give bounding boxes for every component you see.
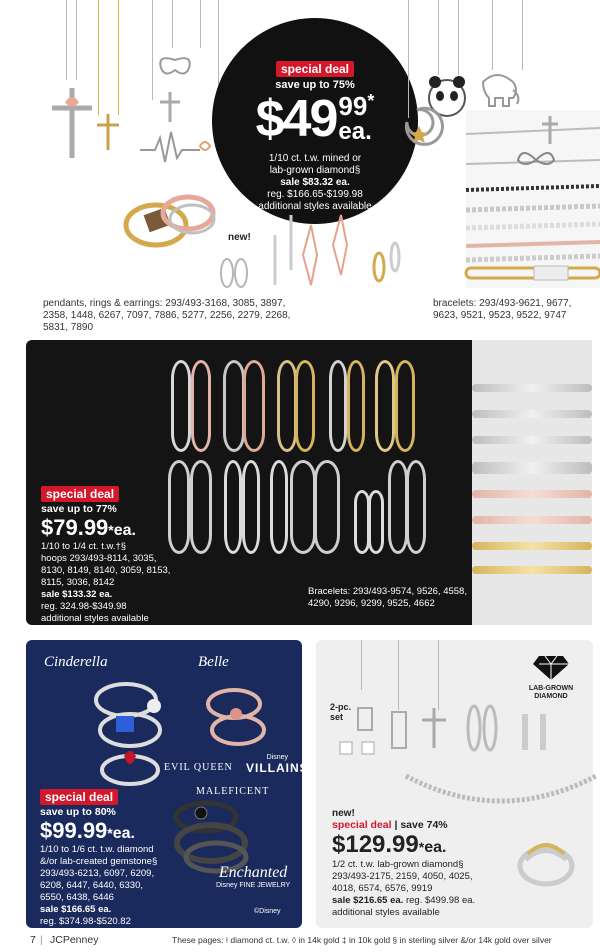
price-unit: ea. — [113, 522, 136, 539]
disney-section — [26, 640, 309, 928]
footer-divider: | — [40, 934, 43, 946]
hoops-numbers: hoops 293/493-8114, 3035, 8130, 8149, 8140, 3059, 8153, 8115, 3036, 8142 — [41, 553, 171, 588]
special-deal-tag: special deal — [40, 789, 118, 805]
price-main: $99.99 — [40, 818, 108, 843]
villains-logo — [246, 754, 309, 775]
diamond-icon — [533, 654, 569, 680]
top-caption-left: pendants, rings & earrings: 293/493-3168, 3085, 3897, 2358, 1448, 6267, 7097, 7886, 5277, 2256, 2279, 2268, 5831, 7890 — [43, 298, 291, 333]
save-text: | save 74% — [394, 819, 448, 831]
page-number: 7 — [30, 934, 36, 946]
save-text: save up to 75% — [275, 79, 355, 91]
earrings-illustration — [215, 205, 410, 305]
silver-cross-icon — [160, 92, 180, 122]
footer-legend: These pages: ⍿ diamond ct. t.w. ◊ in 14k gold ‡ in 10k gold § in sterling silver &/or 14k gold over silver — [172, 935, 552, 945]
price-unit: ea. — [112, 825, 135, 842]
hoops-section — [26, 340, 592, 625]
additional-styles: additional styles available — [332, 907, 440, 918]
sale-price: sale $83.32 ea. — [280, 177, 350, 188]
bracelets-panel — [472, 340, 592, 625]
disney-deal-block — [40, 788, 210, 928]
deal-detail-2: lab-grown diamond§ — [269, 165, 361, 176]
price-main: $79.99 — [41, 515, 109, 540]
price-block — [332, 831, 532, 859]
price-star: * — [418, 839, 425, 855]
new-badge: new! — [332, 808, 355, 819]
butterfly-pendant-icon — [160, 58, 189, 73]
price-cents: 99 — [338, 91, 368, 121]
villains-label: VILLAINS — [246, 761, 309, 775]
lab-deal-block — [332, 808, 532, 919]
bracelets-illustration — [466, 110, 600, 288]
enchanted-line: FINE JEWELRY — [239, 882, 291, 889]
price-block — [40, 818, 210, 844]
price-unit: ea. — [338, 118, 372, 145]
special-deal-tag: special deal — [41, 486, 119, 502]
price-block — [41, 515, 181, 541]
villains-brand: Disney — [266, 754, 289, 761]
reg-price: reg. 324.98-$349.98 — [41, 601, 127, 612]
rings-illustration — [118, 185, 218, 255]
elephant-pendant-icon — [483, 75, 518, 106]
hoops-row-2 — [168, 460, 428, 560]
pendant-chain — [66, 0, 67, 80]
sale-price: sale $133.32 ea. — [41, 589, 113, 600]
top-section — [0, 0, 600, 333]
deal-detail-1: 1/10 ct. t.w. mined or — [268, 153, 362, 164]
bracelets-panel — [466, 110, 600, 288]
special-deal-text: special deal — [332, 819, 392, 831]
disney-numbers: 293/493-6213, 6097, 6209, 6208, 6447, 6440, 6330, 6550, 6438, 6446 — [40, 868, 155, 903]
enchanted-logo — [216, 864, 290, 889]
additional-styles: additional styles available — [258, 201, 372, 212]
footer — [0, 930, 600, 952]
lab-grown-section — [316, 640, 593, 928]
reg-price: reg. $166.65-$199.98 — [267, 189, 363, 200]
enchanted-brand: Disney — [216, 882, 238, 889]
special-deal-tag: special deal — [276, 61, 354, 77]
brand-name: JCPenney — [50, 934, 99, 946]
evil-queen-label: EVIL QUEEN — [164, 762, 233, 773]
pendant-chain — [361, 640, 362, 690]
ctw-text: 1/10 to 1/4 ct. t.w.†§ — [41, 541, 127, 552]
cinderella-label: Cinderella — [44, 654, 108, 670]
deal-detail-2: &/or lab-created gemstone§ — [40, 856, 158, 867]
pendant-chain — [200, 0, 201, 48]
lab-jewelry-illustration — [326, 688, 586, 828]
deal-detail-1: 1/10 to 1/6 ct. t.w. diamond — [40, 844, 154, 855]
price-star: * — [107, 825, 113, 841]
copyright: ©Disney — [254, 908, 281, 915]
save-text: save up to 80% — [40, 806, 116, 818]
additional-styles: additional styles available — [41, 613, 149, 624]
sale-price: sale $166.65 ea. — [40, 904, 112, 915]
reg-price: reg. $499.98 ea. — [405, 895, 476, 906]
pendants-illustration — [40, 70, 230, 190]
bracelets-numbers: Bracelets: 293/493-9574, 9526, 4558, 4290, 9296, 9299, 9525, 4662 — [308, 586, 467, 609]
gold-cross-icon — [97, 114, 119, 150]
belle-label: Belle — [198, 654, 229, 670]
price-main: $129.99 — [332, 831, 419, 858]
maleficent-label: MALEFICENT — [196, 786, 270, 797]
new-badge: new! — [228, 232, 251, 243]
top-caption-right: bracelets: 293/493-9621, 9677, 9623, 9521, 9523, 9522, 9747 — [433, 298, 572, 321]
price-main: $49 — [255, 90, 337, 148]
enchanted-title: Enchanted — [218, 864, 288, 881]
ctw-text: 1/2 ct. t.w. lab-grown diamond§ — [332, 859, 464, 870]
price-unit: ea. — [424, 839, 447, 856]
save-text: save up to 77% — [41, 503, 117, 515]
set-label: 2-pc. set — [330, 702, 352, 722]
price-star: * — [367, 91, 375, 111]
lab-grown-label: LAB-GROWN DIAMOND — [528, 685, 574, 700]
enchanted-sub — [216, 882, 290, 889]
pendant-chain — [172, 0, 173, 48]
sale-price: sale $216.65 ea. — [332, 895, 404, 906]
hoops-deal-block — [41, 485, 181, 625]
price-star: * — [108, 522, 114, 538]
reg-price: reg. $374.98-$520.82 — [40, 916, 131, 927]
heartbeat-pendant-icon — [140, 132, 200, 162]
pendant-chain — [76, 0, 77, 80]
lab-numbers: 293/493-2175, 2159, 4050, 4025, 4018, 6574, 6576, 9919 — [332, 871, 473, 894]
moon-pendant-icon — [406, 108, 442, 144]
hoops-row-1 — [171, 360, 431, 460]
